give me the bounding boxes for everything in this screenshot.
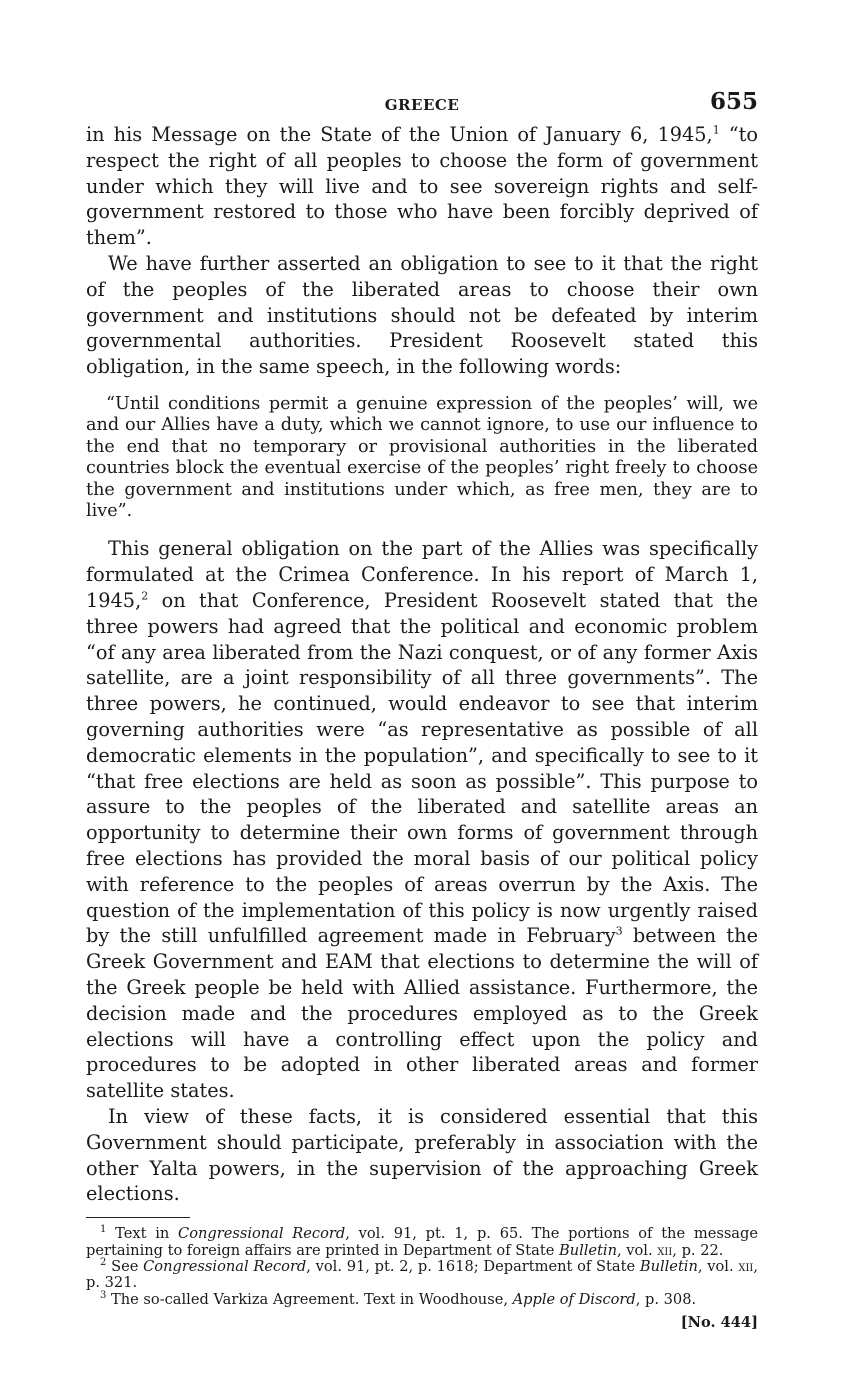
footnote-1: $^1$ Text in Congressional Record, vol. 91, pt. 1, p. 65. The portions of the message pertaining to foreign affairs are printed in Department of State Bulletin, vol. xii, p. 22. [86,1224,758,1259]
paragraph-2: We have further asserted an obligation to see to it that the right of the peoples of the liberated areas to choose their own government and institutions should not be defeated by interim governmental authorities. President Roosevelt stated this obligation, in the same speech, in the following words: [86,251,758,379]
running-head: GREECE [384,96,460,114]
page-number: 655 [709,88,758,115]
paragraph-1: in his Message on the State of the Union of January 6, 1945,$^1$ “to respect the right of all peoples to choose the form of government under which they will live and to see sovereign rights and self-government restored to those who have been forcibly deprived of them”. [86,123,758,250]
paragraph-4: In view of these facts, it is considered essential that this Government should participate, preferably in association with the other Yalta powers, in the supervision of the approaching Greek elections. [86,1104,758,1206]
document-number: [No. 444] [680,1314,758,1332]
footnote-ref-3[interactable]: 3 [615,924,623,938]
page [86,88,758,1331]
block-quote: “Until conditions permit a genuine expression of the peoples’ will, we and our Allies have a duty, which we cannot ignore, to use our influence to the end that no temporary or provisional authorities in the liberated countries block the eventual exercise of the peoples’ right freely to choose the government and institutions under which, as free men, they are to live”. [86,393,758,521]
footnote-ref-1[interactable]: 1 [712,123,720,137]
paragraph-3: This general obligation on the part of the Allies was specifically formulated at the Crimea Conference. In his report of March 1, 1945,$^2$ on that Conference, President Roosevelt stated that the three powers had agreed that the political and economic problem “of any area liberated from the Nazi conquest, or of any former Axis satellite, are a joint responsibility of all three governments”. The three powers, he continued, would endeavor to see that interim governing authorities were “as representative as possible of all democratic elements in the population”, and specifically to see to it “that free elections are held as soon as possible”. This purpose to assure to the peoples of the liberated and satellite areas an opportunity to determine their own forms of government through free elections has provided the moral basis of our political policy with reference to the peoples of areas overrun by the Axis. The question of the implementation of this policy is now urgently raised by the still unfulfilled agreement made in February$^3$ between the Greek Government and EAM that elections to determine the will of the Greek people be held with Allied assistance. Furthermore, the decision made and the procedures employed as to the Greek elections will have a controlling effect upon the policy and procedures to be adopted in other liberated areas and former satellite states. [86,537,758,1103]
page-header [86,88,758,122]
footnote-divider [86,1217,190,1218]
footnote-2: $^2$ See Congressional Record, vol. 91, pt. 2, p. 1618; Department of State Bulletin, vol. xii, p. 321. [86,1257,758,1292]
footnote-3: $^3$ The so-called Varkiza Agreement. Text in Woodhouse, Apple of Discord, p. 308. [100,1289,697,1308]
footnote-ref-2[interactable]: 2 [141,589,149,603]
